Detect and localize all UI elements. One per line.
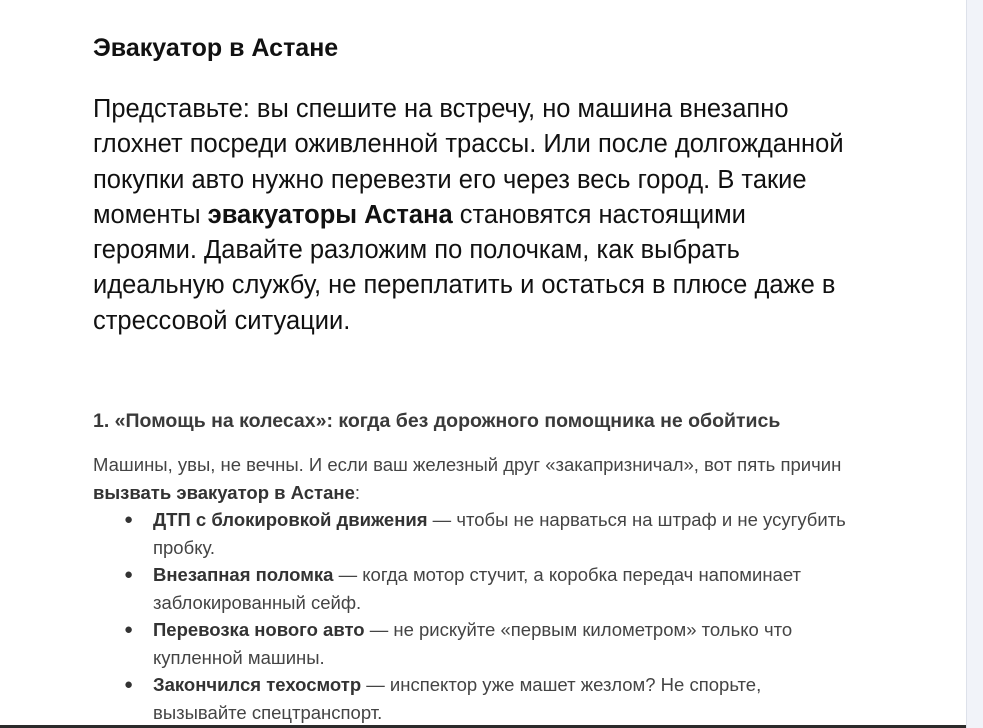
lead-text-start: Представьте: вы спешите на встречу, но машина внезапно глохнет посреди оживленной трассы. Или после долгожданной покупки авто нужно перевезти его через весь город. В такие моменты bbox=[93, 95, 844, 229]
list-item bbox=[124, 506, 853, 561]
list-item-bold: Перевозка нового авто bbox=[153, 619, 365, 641]
list-item bbox=[124, 671, 853, 726]
section-heading: 1. «Помощь на колесах»: когда без дорожного помощника не обойтись bbox=[93, 410, 781, 433]
article-title: Эвакуатор в Астане bbox=[93, 34, 339, 62]
list-item-text: — не рискуйте «первым километром» только что купленной машины. bbox=[153, 619, 793, 668]
list-item-text: — когда мотор стучит, а коробка передач напоминает заблокированный сейф. bbox=[153, 564, 801, 613]
lead-paragraph bbox=[93, 92, 853, 339]
intro-text-start: Машины, увы, не вечны. И если ваш железный друг «закапризничал», вот пять причин bbox=[93, 454, 842, 476]
list-item-text: — инспектор уже машет жезлом? Не спорьте, вызывайте спецтранспорт. bbox=[153, 674, 762, 723]
list-item-bold: Внезапная поломка bbox=[153, 564, 334, 586]
lead-bold-keyword: эвакуаторы Астана bbox=[207, 200, 453, 229]
bullet-icon: ● bbox=[124, 621, 134, 639]
bullet-icon: ● bbox=[124, 676, 134, 694]
bullet-icon: ● bbox=[124, 511, 134, 529]
list-item-bold: ДТП с блокировкой движения bbox=[153, 509, 428, 531]
list-item bbox=[124, 561, 853, 616]
list-item-bold: Закончился техосмотр bbox=[153, 674, 362, 696]
lead-text-end: становятся настоящими героями. Давайте разложим по полочкам, как выбрать идеальную службу, не переплатить и остаться в плюсе даже в стрессовой ситуации. bbox=[93, 200, 836, 335]
reasons-list bbox=[93, 506, 853, 726]
intro-bold-keyword: вызвать эвакуатор в Астане bbox=[93, 481, 355, 503]
list-item bbox=[124, 616, 853, 671]
bullet-icon: ● bbox=[124, 566, 134, 584]
intro-text-end: : bbox=[354, 481, 361, 503]
list-item-text: — чтобы не нарваться на штраф и не усугубить пробку. bbox=[153, 509, 846, 558]
section-intro bbox=[93, 451, 853, 506]
article bbox=[93, 30, 853, 726]
right-scroll-gutter[interactable] bbox=[966, 0, 983, 728]
